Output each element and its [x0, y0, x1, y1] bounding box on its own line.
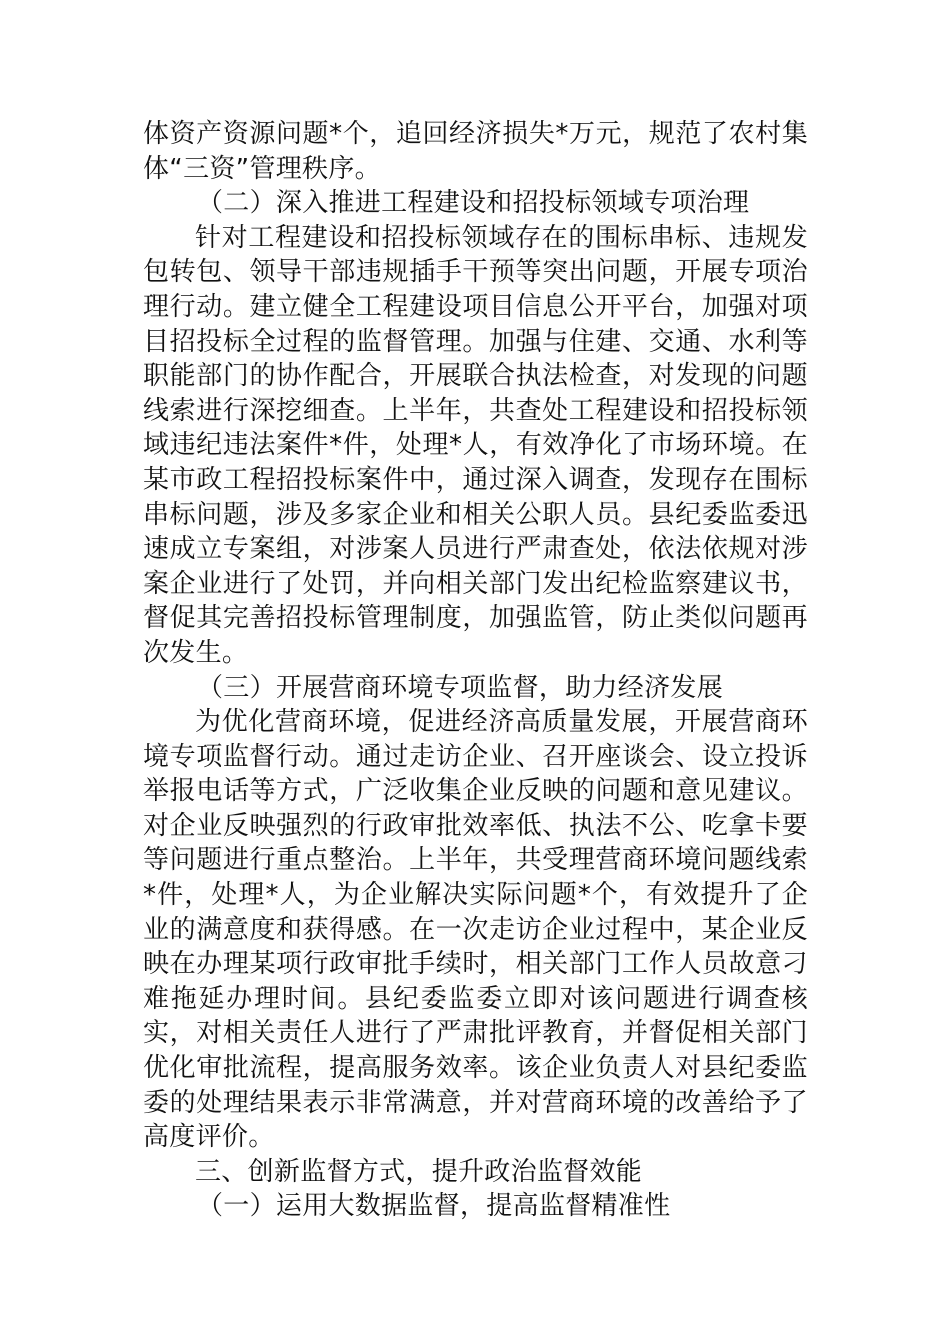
paragraph-business-environment: 为优化营商环境，促进经济高质量发展，开展营商环境专项监督行动。通过走访企业、召开座谈会、设立投诉举报电话等方式，广泛收集企业反映的问题和意见建议。对企业反映强烈的行政审批效率低、执法不公、吃拿卡要等问题进行重点整治。上半年，共受理营商环境问题线索*件，处理*人，为企业解决实际问题*个，有效提升了企业的满意度和获得感。在一次走访企业过程中，某企业反映在办理某项行政审批手续时，相关部门工作人员故意刁难拖延办理时间。县纪委监委立即对该问题进行调查核实，对相关责任人进行了严肃批评教育，并督促相关部门优化审批流程，提高服务效率。该企业负责人对县纪委监委的处理结果表示非常满意，并对营商环境的改善给予了高度评价。 — [143, 707, 808, 1153]
section-heading-innovate-supervision: 三、创新监督方式，提升政治监督效能 — [195, 1156, 643, 1187]
subheading-engineering-bidding: （二）深入推进工程建设和招投标领域专项治理 — [197, 188, 750, 219]
subheading-big-data-supervision: （一）运用大数据监督，提高监督精准性 — [197, 1191, 671, 1222]
subheading-business-environment: （三）开展营商环境专项监督，助力经济发展 — [197, 672, 724, 703]
document-page — [143, 117, 808, 1224]
paragraph-continuation: 体资产资源问题*个，追回经济损失*万元，规范了农村集体“三资”管理秩序。 — [143, 119, 808, 184]
paragraph-engineering-bidding: 针对工程建设和招投标领域存在的围标串标、违规发包转包、领导干部违规插手干预等突出问题，开展专项治理行动。建立健全工程建设项目信息公开平台，加强对项目招投标全过程的监督管理。加强与住建、交通、水利等职能部门的协作配合，开展联合执法检查，对发现的问题线索进行深挖细查。上半年，共查处工程建设和招投标领域违纪违法案件*件，处理*人，有效净化了市场环境。在某市政工程招投标案件中，通过深入调查，发现存在围标串标问题，涉及多家企业和相关公职人员。县纪委监委迅速成立专案组，对涉案人员进行严肃查处，依法依规对涉案企业进行了处罚，并向相关部门发出纪检监察建议书，督促其完善招投标管理制度，加强监管，防止类似问题再次发生。 — [143, 222, 808, 668]
